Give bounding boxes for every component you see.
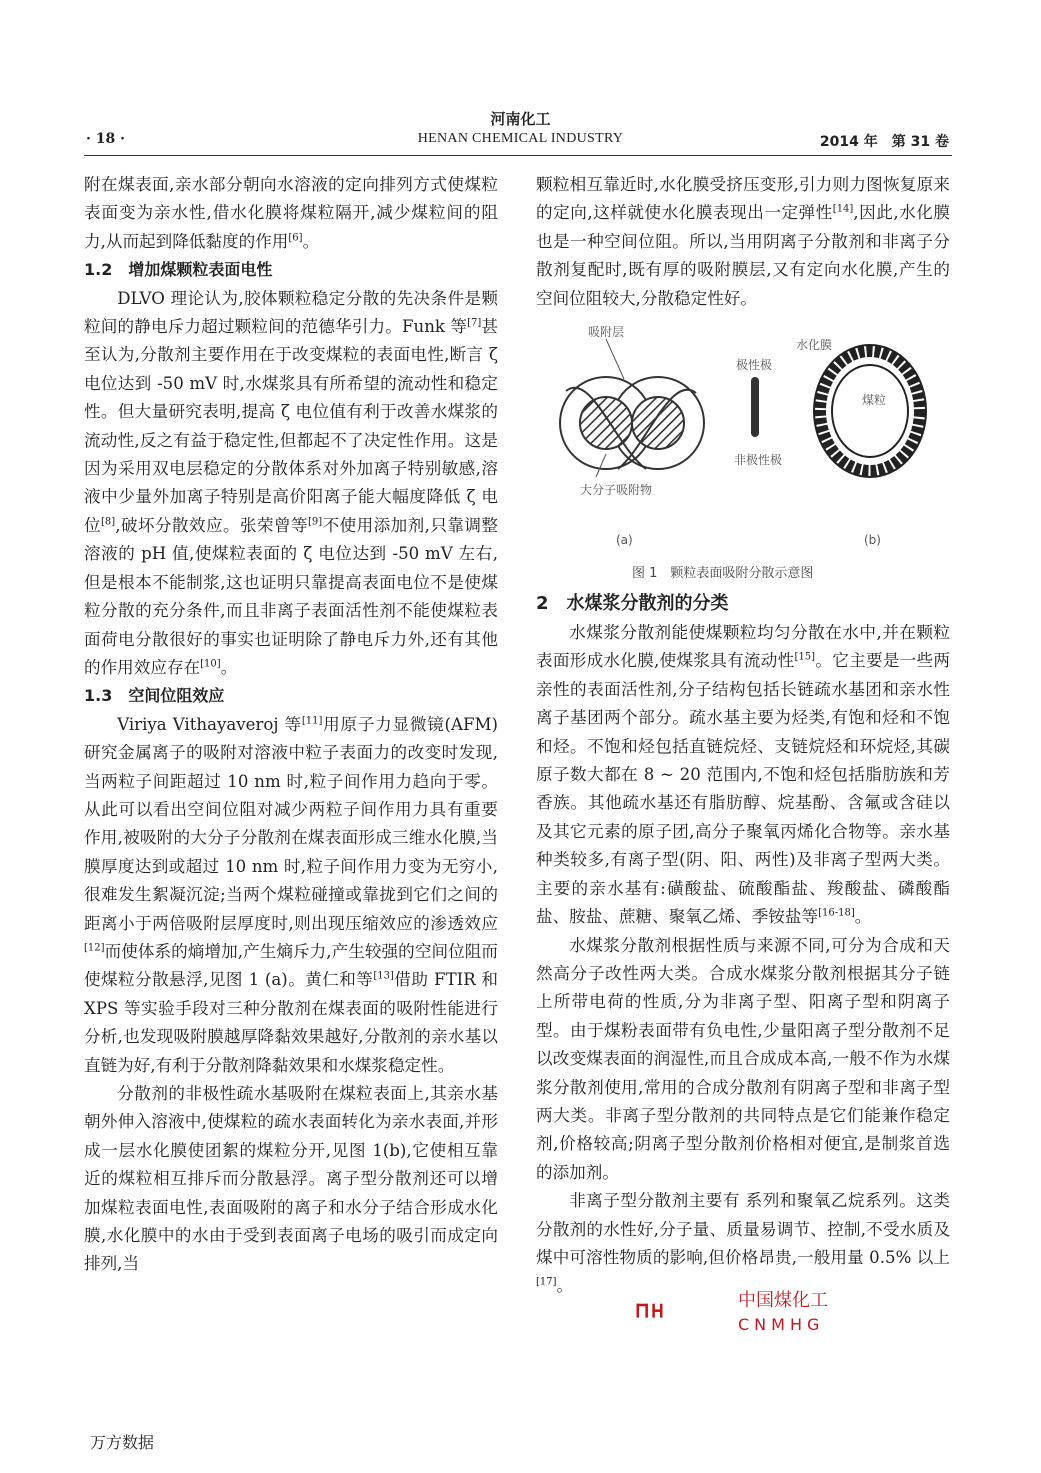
citation[interactable]: [16-18] bbox=[818, 907, 855, 919]
figure-1 bbox=[536, 319, 950, 589]
label-polymer-adsorbate: 大分子吸附物 bbox=[580, 483, 653, 498]
citation[interactable]: [10] bbox=[200, 658, 221, 670]
coal-particle-left bbox=[580, 397, 632, 449]
label-polar-end: 极性极 bbox=[736, 358, 773, 373]
citation[interactable]: [12] bbox=[84, 942, 105, 954]
paragraph: 非离子型分散剂主要有 系列和聚氧乙烷系列。这类分散剂的水性好,分子量、质量易调节、控制,不受水质及煤中可溶性物质的影响,但价格昂贵,一般用量 0.5% 以上[17]。 bbox=[536, 1191, 950, 1296]
citation[interactable]: [8] bbox=[101, 516, 116, 528]
left-column bbox=[84, 171, 498, 1279]
citation[interactable]: [11] bbox=[301, 715, 323, 727]
citation[interactable]: [6] bbox=[288, 232, 303, 244]
citation[interactable]: [15] bbox=[794, 651, 816, 663]
paragraph: 颗粒相互靠近时,水化膜受挤压变形,引力则力图恢复原来的定向,这样就使水化膜表现出一定弹性[14],因此,水化膜也是一种空间位阻。所以,当用阴离子分散剂和非离子分散剂复配时,既有厚的吸附膜层,又有定向水化膜,产生的空间位阻较大,分散稳定性好。 bbox=[536, 175, 950, 308]
footer-source: 万方数据 bbox=[90, 1433, 155, 1452]
paragraph: 水煤浆分散剂根据性质与来源不同,可分为合成和天然高分子改性两大类。合成水煤浆分散剂根据其分子链上所带电荷的性质,分为非离子型、阳离子型和阴离子型。由于煤粉表面带有负电性,少量阳离子型分散剂不足以改变煤表面的润湿性,而且合成成本高,一般不作为水煤浆分散剂使用,常用的合成分散剂有阴离子型和非离子型两大类。非离子型分散剂的共同特点是它们能兼作稳定剂,价格较高;阴离子型分散剂价格相对便宜,是制浆首选的添加剂。 bbox=[536, 935, 950, 1182]
watermark-logo bbox=[634, 1286, 734, 1336]
subfigure-b-label: (b) bbox=[864, 533, 881, 548]
page-number: · 18 · bbox=[86, 131, 125, 147]
figure-caption: 图 1 颗粒表面吸附分散示意图 bbox=[632, 566, 814, 582]
citation[interactable]: [9] bbox=[308, 516, 323, 528]
paragraph: 水煤浆分散剂能使煤颗粒均匀分散在水中,并在颗粒表面形成水化膜,使煤浆具有流动性[15]。它主要是一些两亲性的表面活性剂,分子结构包括长链疏水基团和亲水性离子基团两个部分。疏水基主要为烃类,有饱和烃和不饱和烃。不饱和烃包括直链烷烃、支链烷烃和环烷烃,其碳原子数大都在 8 ~ 20 范围内,不饱和烃包括脂肪族和芳香族。其他疏水基还有脂肪醇、烷基酚、含氟或含硅以及其它元素的原子团,高分子聚氧丙烯化合物等。亲水基种类较多,有离子型(阴、阳、两性)及非离子型两大类。主要的亲水基有:磺酸盐、硫酸酯盐、羧酸盐、磷酸酯盐、胺盐、蔗糖、聚氧乙烯、季铵盐等[16-18]。 bbox=[536, 623, 951, 927]
label-coal-particle: 煤粒 bbox=[862, 393, 887, 408]
citation[interactable]: [7] bbox=[467, 317, 482, 329]
journal-title-cn: 河南化工 bbox=[490, 110, 551, 128]
label-adsorption-layer: 吸附层 bbox=[588, 325, 625, 340]
section-heading-1-3: 1.3 空间位阻效应 bbox=[84, 686, 225, 706]
paragraph: Viriya Vithayaveroj 等[11]用原子力显微镜(AFM)研究金属离子的吸附对溶液中粒子表面力的改变时发现,当两粒子间距超过 10 nm 时,粒子间作用力趋向于零。从此可以看出空间位阻对减少两粒子间作用力具有重要作用,被吸附的大分子分散剂在煤表面形成三维水化膜,当膜厚度达到或超过 10 nm 时,粒子间作用力变为无穷小,很难发生絮凝沉淀;当两个煤粒碰撞或靠拢到它们之间的距离小于两倍吸附层厚度时,则出现压缩效应的渗透效应[12]而使体系的熵增加,产生熵斥力,产生较强的空间位阻而使煤粒分散悬浮,见图 1 (a)。黄仁和等[13]借助 FTIR 和 XPS 等实验手段对三种分散剂在煤表面的吸附性能进行分析,也发现吸附膜越厚降黏效果越好,分散剂的亲水基以直链为好,有利于分散剂降黏效果和水煤浆稳定性。 bbox=[84, 714, 498, 1075]
label-nonpolar-end: 非极性极 bbox=[734, 453, 783, 468]
paragraph: 分散剂的非极性疏水基吸附在煤粒表面上,其亲水基朝外伸入溶液中,使煤粒的疏水表面转化为亲水表面,并形成一层水化膜使团絮的煤粒分开,见图 1(b),它使相互靠近的煤粒相互排斥而分散悬浮。离子型分散剂还可以增加煤粒表面电性,表面吸附的离子和水分子结合形成水化膜,水化膜中的水由于受到表面离子电场的吸引而成定向排列,当 bbox=[84, 1084, 498, 1274]
watermark-text-cn: 中国煤化工 bbox=[736, 1286, 830, 1312]
figure-1-diagram bbox=[536, 319, 950, 589]
journal-title-en: HENAN CHEMICAL INDUSTRY bbox=[417, 131, 624, 146]
citation[interactable]: [13] bbox=[373, 970, 394, 982]
paragraph: DLVO 理论认为,胶体颗粒稳定分散的先决条件是颗粒间的静电斥力超过颗粒间的范德华引力。Funk 等[7]甚至认为,分散剂主要作用在于改变煤粒的表面电性,断言 ζ 电位达到 -50 mV 时,水煤浆具有所希望的流动性和稳定性。但大量研究表明,提高 ζ 电位值有利于改善水煤浆的流动性,反之有益于稳定性,但都起不了决定性作用。这是因为采用双电层稳定的分散体系对外加离子特别敏感,溶液中少量外加离子特别是高价阳离子能大幅度降低 ζ 电位[8],破坏分散效应。张荣曾等[9]不使用添加剂,只靠调整溶液的 pH 值,使煤粒表面的 ζ 电位达到 -50 mV 左右,但是根本不能制浆,这也证明只靠提高表面电位不是使煤粒分散的充分条件,而且非离子表面活性剂不能使煤粒表面荷电分散很好的事实也证明除了静电斥力外,还有其他的作用效应存在[10]。 bbox=[84, 288, 499, 677]
paragraph: 附在煤表面,亲水部分朝向水溶液的定向排列方式使煤粒表面变为亲水性,借水化膜将煤粒隔开,减少煤粒间的阻力,从而起到降低黏度的作用[6]。 bbox=[84, 175, 498, 251]
citation[interactable]: [14] bbox=[832, 203, 854, 215]
hydration-film bbox=[820, 351, 920, 471]
right-column bbox=[536, 171, 950, 1301]
header-rule bbox=[84, 155, 952, 156]
subfigure-a-label: (a) bbox=[616, 533, 633, 548]
label-hydration-film: 水化膜 bbox=[796, 338, 833, 353]
section-heading-1-2: 1.2 增加煤颗粒表面电性 bbox=[84, 260, 273, 280]
watermark-text-en: CNMHG bbox=[738, 1315, 825, 1334]
section-heading-2: 2 水煤浆分散剂的分类 bbox=[536, 593, 729, 615]
issue-info: 2014 年 第 31 卷 bbox=[819, 134, 949, 150]
citation[interactable]: [17] bbox=[536, 1276, 557, 1288]
dispersant-molecule bbox=[751, 377, 759, 437]
coal-particle-right bbox=[632, 397, 684, 449]
